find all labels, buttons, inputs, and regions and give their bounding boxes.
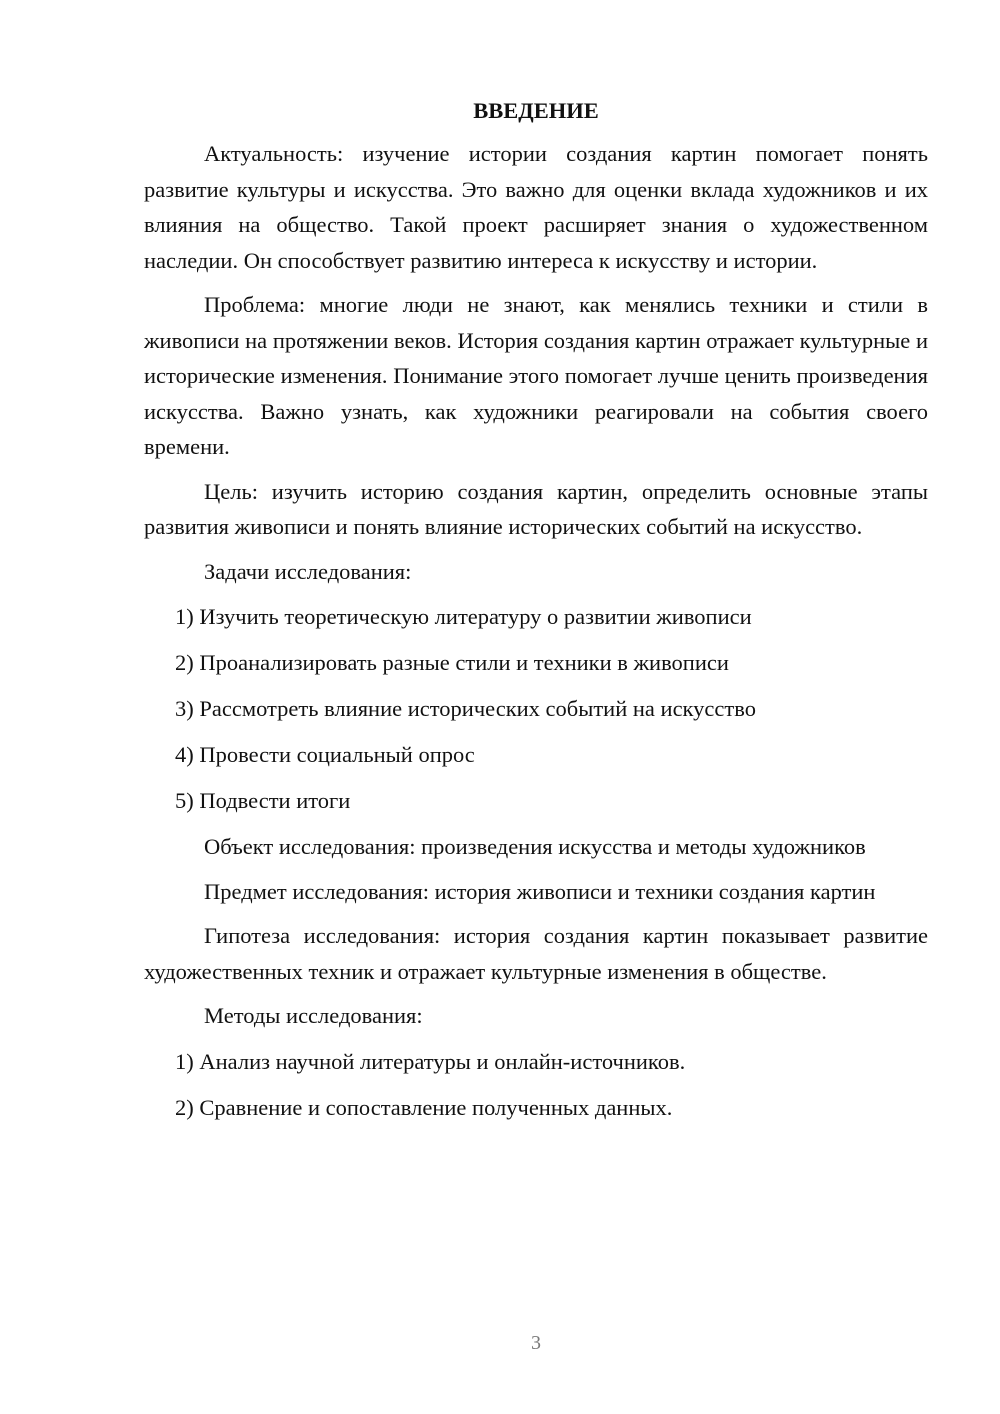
paragraph-subject: Предмет исследования: история живописи и техники создания картин xyxy=(204,878,876,904)
list-item: 3) Рассмотреть влияние исторических событий на искусство xyxy=(175,696,756,721)
tasks-heading: Задачи исследования: xyxy=(204,558,412,584)
methods-heading: Методы исследования: xyxy=(204,1003,423,1028)
list-item: 1) Изучить теоретическую литературу о развитии живописи xyxy=(175,604,752,629)
methods-list xyxy=(144,1044,928,1126)
paragraph-goal: Цель: изучить историю создания картин, определить основные этапы развития живописи и понять влияние исторических событий на искусство. xyxy=(144,478,928,539)
paragraph-object: Объект исследования: произведения искусства и методы художников xyxy=(204,834,866,859)
paragraph-relevance: Актуальность: изучение истории создания картин помогает понять развитие культуры и искусства. Это важно для оценки вклада художников и их влияния на общество. Такой проект расширяет знания о художественном наследии. Он способствует развитию интереса к искусству и истории. xyxy=(144,141,928,273)
paragraph-hypothesis: Гипотеза исследования: история создания картин показывает развитие художественных техник и отражает культурные изменения в обществе. xyxy=(144,923,928,984)
page-number: 3 xyxy=(531,1332,541,1354)
page-title: ВВЕДЕНИЕ xyxy=(473,98,599,123)
paragraph-problem: Проблема: многие люди не знают, как менялись техники и стили в живописи на протяжении веков. История создания картин отражает культурные и исторические изменения. Понимание этого помогает лучше ценить произведения искусства. Важно узнать, как художники реагировали на события своего времени. xyxy=(144,292,928,459)
list-item: 1) Анализ научной литературы и онлайн-источников. xyxy=(175,1048,686,1074)
list-item: 4) Провести социальный опрос xyxy=(175,742,475,767)
list-item: 2) Сравнение и сопоставление полученных данных. xyxy=(175,1094,673,1120)
tasks-list xyxy=(144,599,928,819)
list-item: 5) Подвести итоги xyxy=(175,788,351,813)
list-item: 2) Проанализировать разные стили и техники в живописи xyxy=(175,650,729,675)
page-content xyxy=(144,96,928,1136)
